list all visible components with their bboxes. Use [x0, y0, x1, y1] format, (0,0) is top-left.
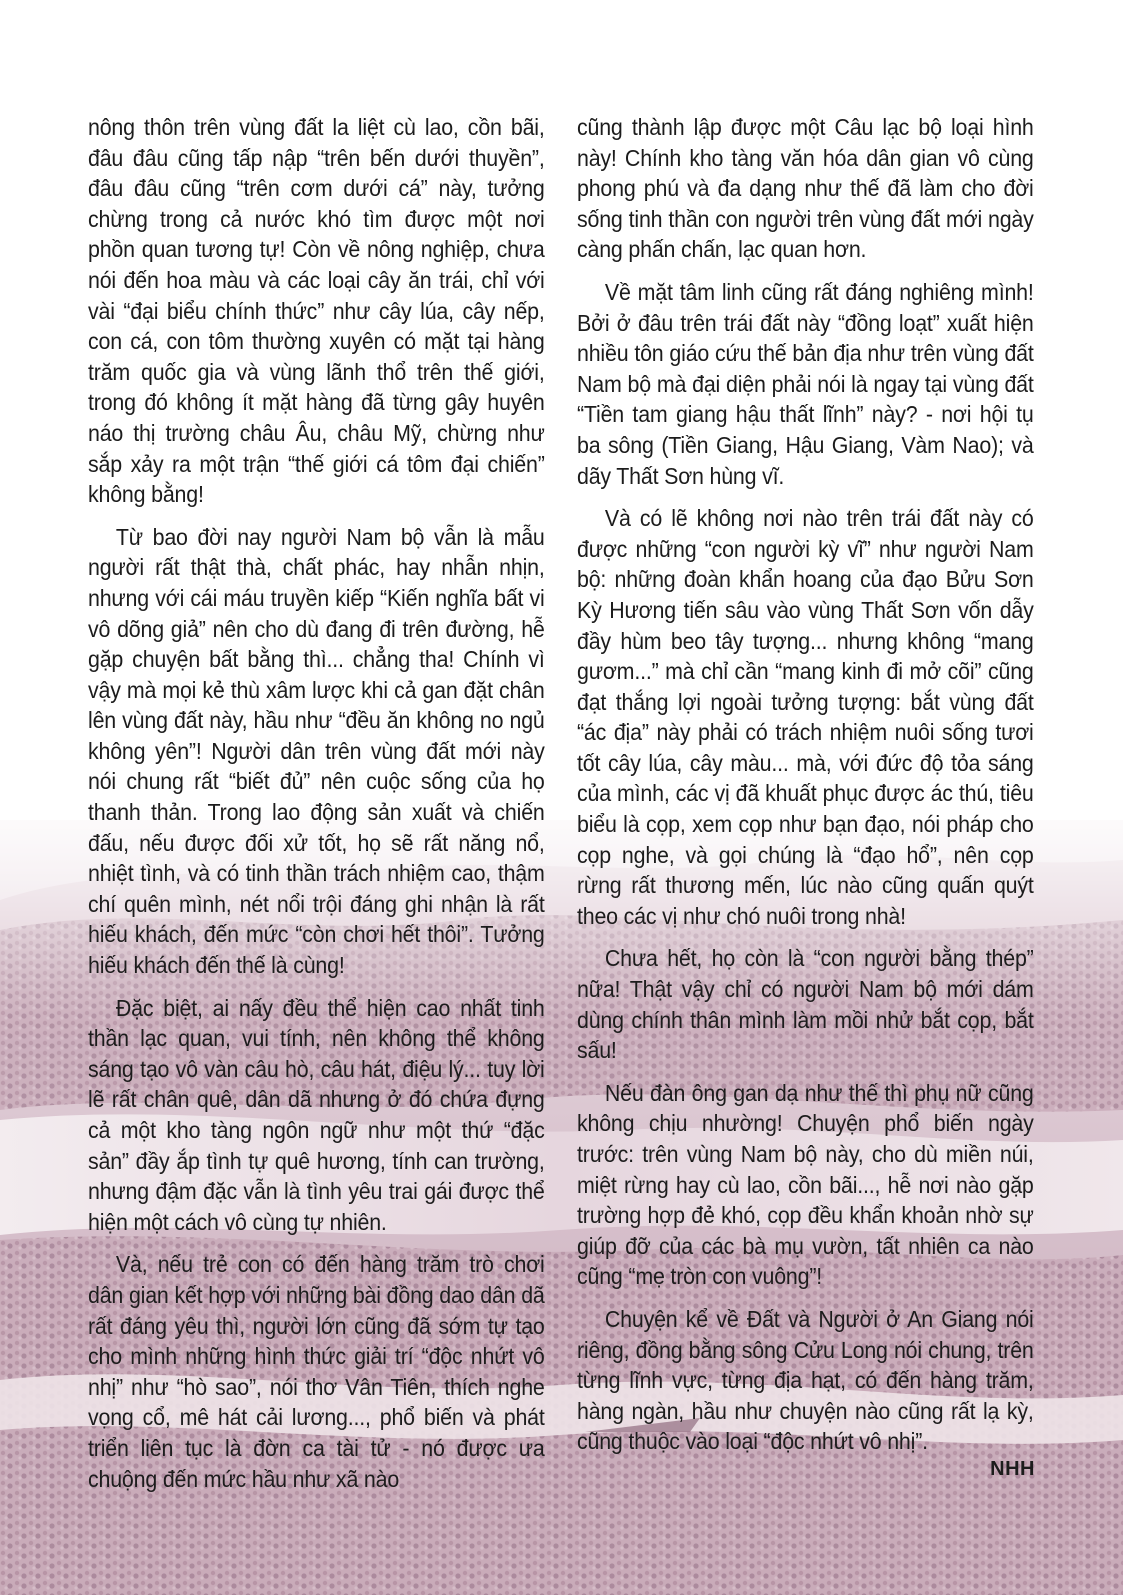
author-signature: NHH: [990, 1458, 1035, 1480]
paragraph: Chuyện kể về Đất và Người ở An Giang nói riêng, đồng bằng sông Cửu Long nói chung, trên từng lĩnh vực, từng địa hạt, có đến hàng trăm, hàng ngàn, hầu như chuyện nào cũng rất lạ kỳ, cũng thuộc vào loại “độc nhứt vô nhị”.: [577, 1305, 1034, 1455]
paragraph: Chưa hết, họ còn là “con người bằng thép” nữa! Thật vậy chỉ có người Nam bộ mới dám dùng chính thân mình làm mồi nhử bắt cọp, bắt sấu!: [577, 945, 1034, 1064]
paragraph: Đặc biệt, ai nấy đều thể hiện cao nhất tinh thần lạc quan, vui tính, nên không thể không sáng tạo vô vàn câu hò, câu hát, điệu lý... tuy lời lẽ rất chân quê, dân dã nhưng ở đó chứa đựng cả một kho tàng ngôn ngữ như một thứ “đặc sản” đầy ắp tình tự quê hương, tính can trường, nhưng đậm đặc vẫn là tình yêu trai gái được thể hiện một cách vô cùng tự nhiên.: [88, 994, 545, 1235]
left-column: [88, 112, 545, 1506]
right-column: [577, 112, 1034, 1469]
paragraph: nông thôn trên vùng đất la liệt cù lao, cồn bãi, đâu đâu cũng tấp nập “trên bến dưới thuyền”, đâu đâu cũng “trên cơm dưới cá” này, tưởng chừng trong cả nước khó tìm được một nơi phồn quan tương tự! Còn về nông nghiệp, chưa nói đến hoa màu và các loại cây ăn trái, chỉ với vài “đại biểu chính thức” như cây lúa, cây nếp, con cá, con tôm thường xuyên có mặt tại hàng trăm quốc gia và vùng lãnh thổ trên thế giới, trong đó không ít mặt hàng đã từng gây huyên náo thị trường châu Âu, châu Mỹ, chừng như sắp xảy ra một trận “thế giới cá tôm đại chiến” không bằng!: [88, 114, 545, 508]
paragraph: Nếu đàn ông gan dạ như thế thì phụ nữ cũng không chịu nhường! Chuyện phổ biến ngày trước: trên vùng Nam bộ này, cho dù miền núi, miệt rừng hay cù lao, cồn bãi..., hễ nơi nào gặp trường hợp đẻ khó, cọp đều khẩn khoản nhờ sự giúp đỡ của các bà mụ vườn, tất nhiên ca nào cũng “mẹ tròn con vuông”!: [577, 1079, 1034, 1290]
paragraph: Và, nếu trẻ con có đến hàng trăm trò chơi dân gian kết hợp với những bài đồng dao dân dã rất đáng yêu thì, người lớn cũng đã sớm tự tạo cho mình những hình thức giải trí “độc nhứt vô nhị” như “hò sao”, nói thơ Vân Tiên, thích nghe vọng cổ, mê hát cải lương..., phổ biến và phát triển liên tục là đờn ca tài tử - nó được ưa chuộng đến mức hầu như xã nào: [88, 1251, 545, 1492]
paragraph: Và có lẽ không nơi nào trên trái đất này có được những “con người kỳ vĩ” như người Nam bộ: những đoàn khẩn hoang của đạo Bửu Sơn Kỳ Hương tiến sâu vào vùng Thất Sơn vốn dẫy đầy hùm beo tây tượng... nhưng không “mang gươm...” mà chỉ cần “mang kinh đi mở cõi” cũng đạt thắng lợi ngoài tưởng tượng: bắt vùng đất “ác địa” này phải có trách nhiệm nuôi sống tươi tốt cây lúa, cây màu... mà, với đức độ tỏa sáng của mình, các vị đã khuất phục được ác thú, tiêu biểu là cọp, xem cọp như bạn đạo, nói pháp cho cọp nghe, và gọi chúng là “đạo hổ”, nên cọp rừng rất thương mến, lúc nào cũng quấn quýt theo các vị như chó nuôi trong nhà!: [577, 505, 1034, 929]
paragraph: Từ bao đời nay người Nam bộ vẫn là mẫu người rất thật thà, chất phác, hay nhẫn nhịn, nhưng với cái máu truyền kiếp “Kiến nghĩa bất vi vô dõng giả” nên cho dù đang đi trên đường, hễ gặp chuyện bất bằng thì... chẳng tha! Chính vì vậy mà mọi kẻ thù xâm lược khi cả gan đặt chân lên vùng đất này, hầu như “đều ăn không no ngủ không yên”! Người dân trên vùng đất mới này nói chung rất “biết đủ” nên cuộc sống của họ thanh thản. Trong lao động sản xuất và chiến đấu, nếu được đối xử tốt, họ sẽ rất năng nổ, nhiệt tình, và có tinh thần trách nhiệm cao, thậm chí quên mình, nét nổi trội đáng ghi nhận là rất hiếu khách, đến mức “còn chơi hết thôi”. Tưởng hiếu khách đến thế là cùng!: [88, 523, 545, 979]
paragraph: cũng thành lập được một Câu lạc bộ loại hình này! Chính kho tàng văn hóa dân gian vô cùng phong phú và đa dạng như thế đã làm cho đời sống tinh thần con người trên vùng đất mới ngày càng phấn chấn, lạc quan hơn.: [577, 114, 1034, 263]
paragraph: Về mặt tâm linh cũng rất đáng nghiêng mình! Bởi ở đâu trên trái đất này “đồng loạt” xuất hiện nhiều tôn giáo cứu thế bản địa như trên vùng đất Nam bộ mà đại diện phải nói là ngay tại vùng đất “Tiền tam giang hậu thất lĩnh” này? - nơi hội tụ ba sông (Tiền Giang, Hậu Giang, Vàm Nao); và dãy Thất Sơn hùng vĩ.: [577, 278, 1034, 489]
